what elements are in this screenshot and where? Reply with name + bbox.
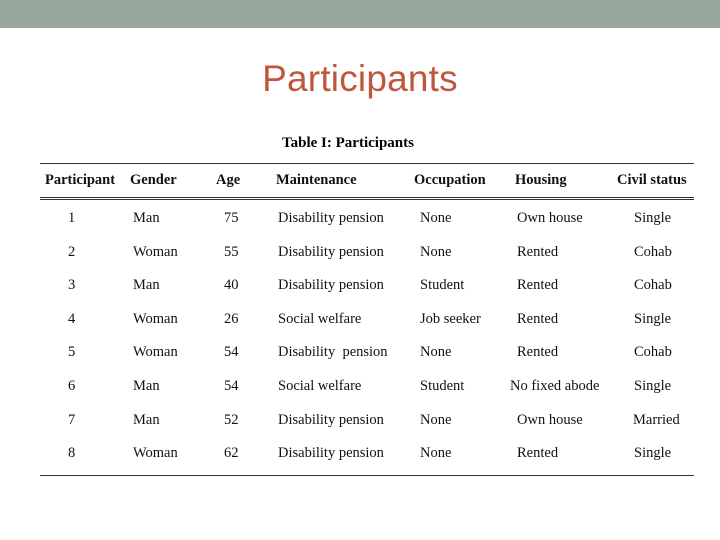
cell-occupation: Student — [420, 277, 465, 294]
cell-age: 75 — [224, 210, 239, 226]
cell-participant: 5 — [68, 344, 76, 361]
cell-gender: Man — [133, 210, 160, 226]
cell-participant: 1 — [68, 210, 76, 226]
cell-housing: Rented — [517, 310, 559, 327]
cell-age: 54 — [224, 377, 239, 394]
cell-housing: Own house — [517, 411, 583, 428]
header-maintenance: Maintenance — [276, 172, 357, 188]
cell-age: 52 — [224, 411, 239, 428]
cell-civil-status: Cohab — [634, 243, 672, 260]
cell-occupation: None — [420, 445, 452, 462]
table-row — [40, 269, 694, 303]
cell-maintenance: Social welfare — [278, 310, 362, 327]
cell-housing: Rented — [517, 277, 559, 294]
table-row — [40, 236, 694, 270]
cell-housing: Rented — [517, 344, 559, 361]
cell-maintenance: Disability pension — [278, 445, 384, 462]
cell-maintenance: Disability pension — [278, 411, 384, 428]
cell-gender: Woman — [133, 344, 178, 361]
table-body — [40, 200, 694, 475]
cell-age: 54 — [224, 344, 239, 361]
cell-housing: Rented — [517, 445, 559, 462]
cell-occupation: None — [420, 344, 452, 361]
cell-participant: 3 — [68, 277, 76, 294]
cell-housing: Own house — [517, 210, 583, 226]
cell-civil-status: Cohab — [634, 344, 672, 361]
table-row — [40, 404, 694, 438]
cell-participant: 2 — [68, 243, 76, 260]
top-accent-bar — [0, 0, 720, 28]
cell-civil-status: Single — [634, 210, 672, 226]
header-housing: Housing — [515, 172, 567, 188]
table-row — [40, 336, 694, 370]
cell-civil-status: Married — [633, 411, 680, 428]
cell-occupation: None — [420, 243, 452, 260]
table-row — [40, 370, 694, 404]
cell-age: 55 — [224, 243, 239, 260]
header-age: Age — [216, 172, 241, 188]
cell-occupation: None — [420, 411, 452, 428]
table-row — [40, 303, 694, 337]
participants-table — [40, 163, 694, 476]
cell-gender: Woman — [133, 445, 178, 462]
cell-maintenance: Disability pension — [278, 210, 384, 226]
cell-housing: No fixed abode — [510, 377, 600, 394]
cell-maintenance: Disability pension — [278, 344, 388, 361]
cell-gender: Man — [133, 277, 160, 294]
cell-gender: Woman — [133, 310, 178, 327]
cell-maintenance: Disability pension — [278, 243, 384, 260]
cell-maintenance: Disability pension — [278, 277, 384, 294]
cell-age: 62 — [224, 445, 239, 462]
table-header-row — [40, 164, 694, 197]
header-gender: Gender — [130, 172, 177, 188]
table-caption: Table I: Participants — [282, 135, 414, 151]
cell-civil-status: Single — [634, 445, 672, 462]
cell-occupation: Job seeker — [420, 310, 481, 327]
header-civil-status: Civil status — [617, 172, 687, 188]
header-occupation: Occupation — [414, 172, 486, 188]
cell-age: 26 — [224, 310, 239, 327]
cell-participant: 4 — [68, 310, 76, 327]
cell-participant: 6 — [68, 377, 76, 394]
cell-gender: Man — [133, 411, 160, 428]
table-row — [40, 437, 694, 471]
cell-age: 40 — [224, 277, 239, 294]
slide-title: Participants — [262, 58, 458, 99]
cell-civil-status: Cohab — [634, 277, 672, 294]
header-participant: Participant — [45, 172, 116, 188]
table-row — [40, 202, 694, 236]
cell-occupation: Student — [420, 377, 465, 394]
cell-participant: 8 — [68, 445, 76, 462]
cell-gender: Man — [133, 377, 160, 394]
cell-maintenance: Social welfare — [278, 377, 362, 394]
cell-housing: Rented — [517, 243, 559, 260]
cell-gender: Woman — [133, 243, 178, 260]
cell-occupation: None — [420, 210, 452, 226]
cell-participant: 7 — [68, 411, 76, 428]
cell-civil-status: Single — [634, 377, 672, 394]
table-bottom-rule — [40, 475, 694, 476]
cell-civil-status: Single — [634, 310, 672, 327]
